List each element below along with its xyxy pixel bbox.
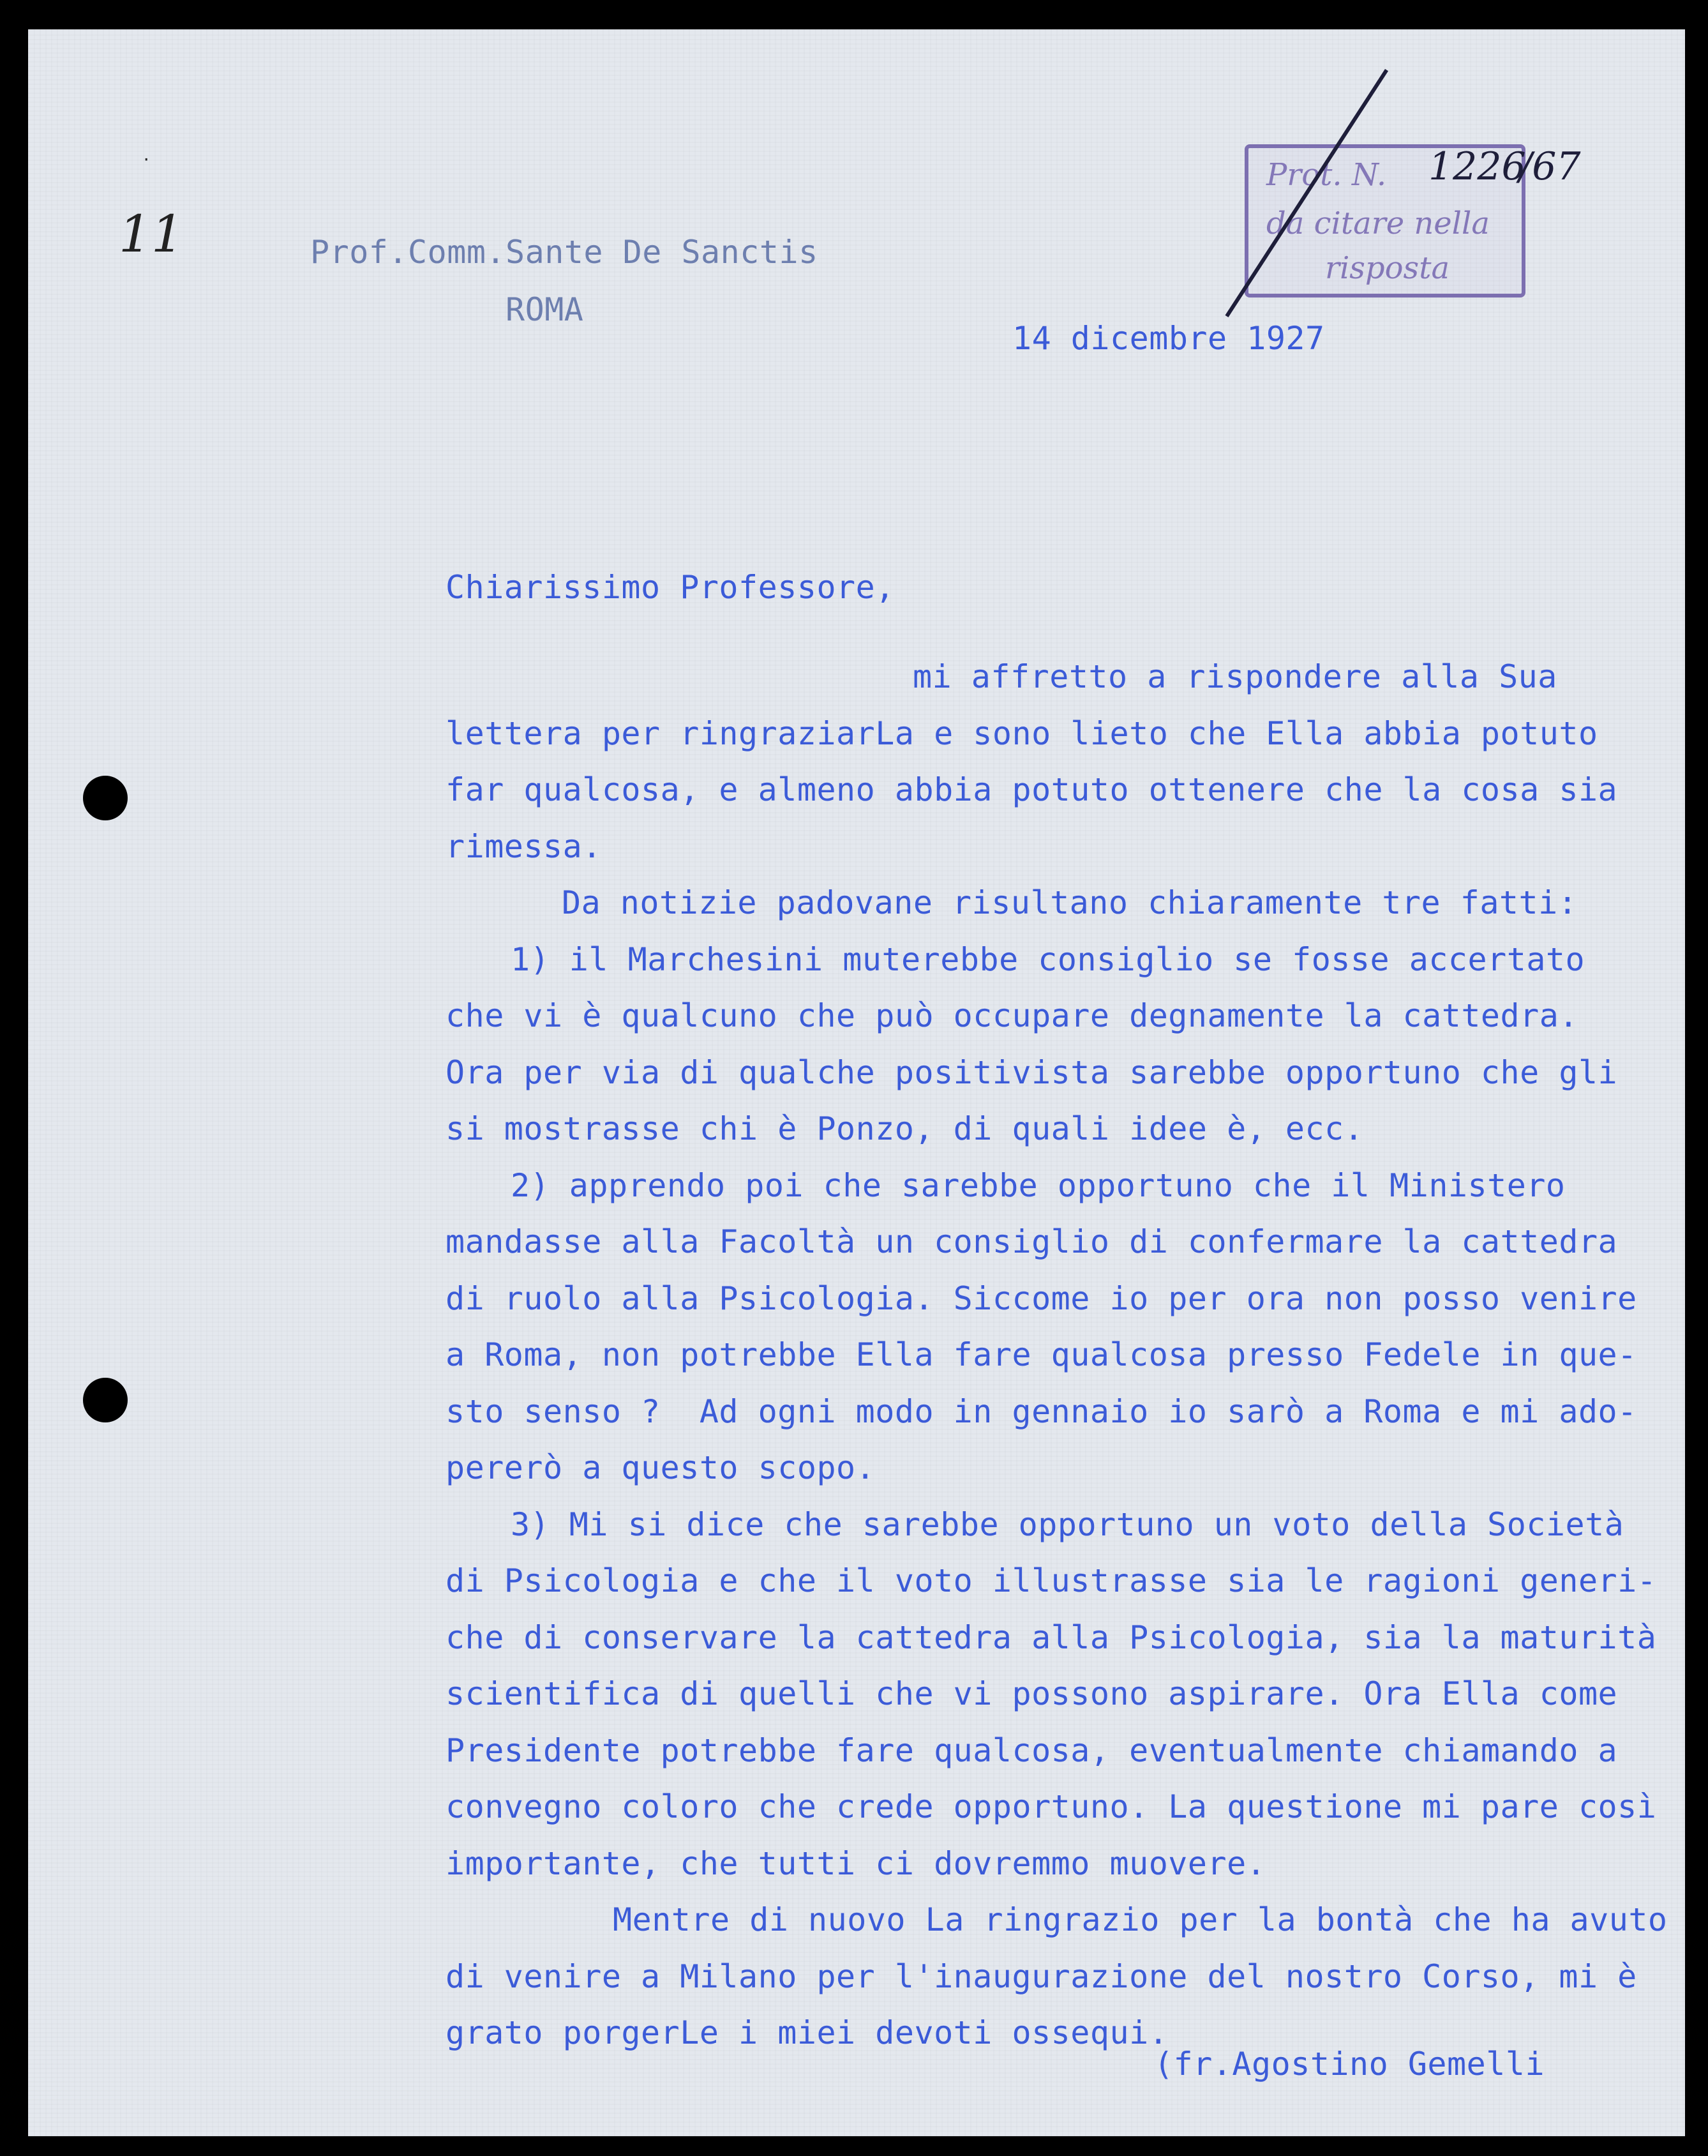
punch-hole: [83, 1378, 128, 1422]
body-line: sto senso ? Ad ogni modo in gennaio io sarò a Roma e mi ado-: [446, 1392, 1637, 1430]
margin-dot: ·: [142, 151, 151, 169]
body-line: si mostrasse chi è Ponzo, di quali idee è, ecc.: [446, 1110, 1364, 1147]
stamp-line-3: risposta: [1325, 250, 1450, 286]
body-line: 1) il Marchesini muterebbe consiglio se fosse accertato: [511, 940, 1585, 978]
punch-hole: [83, 776, 128, 820]
body-line: 2) apprendo poi che sarebbe opportuno che il Ministero: [511, 1166, 1566, 1204]
body-line: che vi è qualcuno che può occupare degnamente la cattedra.: [446, 997, 1578, 1034]
body-line: convegno coloro che crede opportuno. La questione mi pare così: [446, 1788, 1657, 1825]
stamp-line-2: da citare nella: [1266, 206, 1490, 241]
body-line: Presidente potrebbe fare qualcosa, eventualmente chiamando a: [446, 1731, 1618, 1769]
salutation: Chiarissimo Professore,: [446, 569, 895, 606]
recipient-city: ROMA: [506, 291, 584, 328]
signature: (fr.Agostino Gemelli: [1154, 2046, 1545, 2083]
body-line: grato porgerLe i miei devoti ossequi.: [446, 2014, 1169, 2051]
body-line: Mentre di nuovo La ringrazio per la bontà che ha avuto: [613, 1901, 1668, 1938]
body-line: Da notizie padovane risultano chiaramente tre fatti:: [562, 884, 1578, 921]
body-line: 3) Mi si dice che sarebbe opportuno un voto della Società: [511, 1505, 1624, 1543]
body-line: a Roma, non potrebbe Ella fare qualcosa presso Fedele in que-: [446, 1336, 1637, 1373]
letter-date: 14 dicembre 1927: [1012, 320, 1325, 357]
body-line: che di conservare la cattedra alla Psicologia, sia la maturità: [446, 1618, 1657, 1656]
body-line: mandasse alla Facoltà un consiglio di confermare la cattedra: [446, 1223, 1618, 1260]
body-line: lettera per ringraziarLa e sono lieto che Ella abbia potuto: [446, 714, 1598, 752]
body-line: far qualcosa, e almeno abbia potuto ottenere che la cosa sia: [446, 771, 1618, 808]
body-line: mi affretto a rispondere alla Sua: [913, 658, 1557, 695]
body-line: Ora per via di qualche positivista sarebbe opportuno che gli: [446, 1053, 1618, 1091]
body-line: di venire a Milano per l'inaugurazione del nostro Corso, mi è: [446, 1957, 1637, 1995]
protocol-suffix: /67: [1519, 144, 1581, 189]
body-line: di ruolo alla Psicologia. Siccome io per ora non posso venire: [446, 1279, 1637, 1317]
body-line: importante, che tutti ci dovremmo muovere.: [446, 1844, 1266, 1882]
stamp-protocol-label: Prot. N.: [1266, 157, 1387, 193]
body-line: scientifica di quelli che vi possono aspirare. Ora Ella come: [446, 1675, 1618, 1712]
body-line: pererò a questo scopo.: [446, 1449, 876, 1486]
body-line: rimessa.: [446, 827, 602, 865]
recipient-name: Prof.Comm.Sante De Sanctis: [310, 234, 818, 271]
margin-mark: 11: [119, 204, 184, 264]
body-line: di Psicologia e che il voto illustrasse sia le ragioni generi-: [446, 1562, 1657, 1599]
protocol-number: 1226: [1428, 144, 1526, 189]
